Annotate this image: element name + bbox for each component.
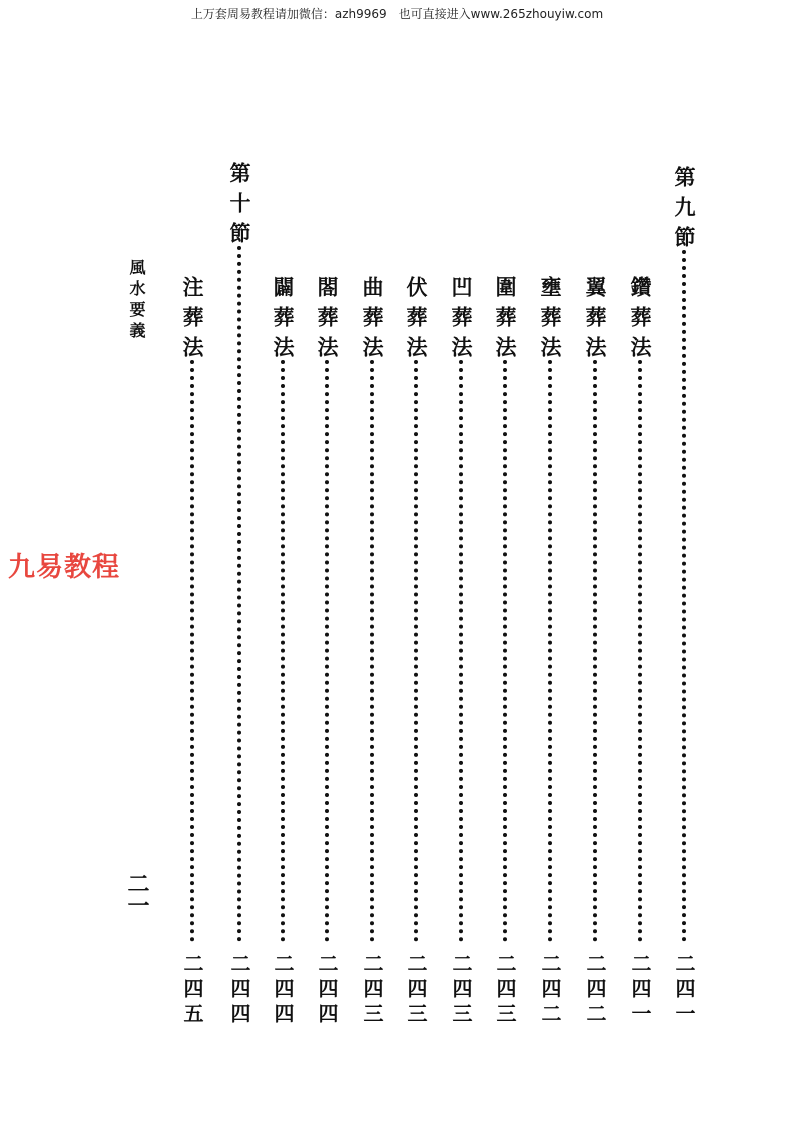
toc-entry-title: 閤葬法 bbox=[315, 276, 340, 366]
leader-dots bbox=[370, 360, 374, 942]
page-number: 二四一 bbox=[628, 953, 652, 1028]
leader-dots bbox=[548, 360, 552, 942]
section-title-9: 第九節 bbox=[672, 166, 697, 256]
toc-entry-title: 圍葬法 bbox=[493, 276, 518, 366]
page-number: 二四四 bbox=[271, 953, 295, 1028]
leader-dots bbox=[325, 360, 329, 942]
toc-entry-title: 凹葬法 bbox=[449, 276, 474, 366]
page-number: 二四二 bbox=[583, 953, 607, 1028]
page-number: 二四四 bbox=[227, 953, 251, 1028]
page-number: 二四四 bbox=[315, 953, 339, 1028]
leader-dots bbox=[237, 246, 241, 942]
toc-entry-title: 伏葬法 bbox=[404, 276, 429, 366]
leader-dots bbox=[682, 250, 686, 942]
leader-dots bbox=[593, 360, 597, 942]
page-number: 二四二 bbox=[538, 953, 562, 1028]
leader-dots bbox=[281, 360, 285, 942]
leader-dots bbox=[190, 360, 194, 942]
page-number: 二四五 bbox=[180, 953, 204, 1028]
leader-dots bbox=[638, 360, 642, 942]
page-number: 二四一 bbox=[672, 953, 696, 1028]
folio-number: 二一 bbox=[124, 872, 150, 916]
leader-dots bbox=[503, 360, 507, 942]
leader-dots bbox=[414, 360, 418, 942]
page-number: 二四三 bbox=[493, 953, 517, 1028]
toc-entry-title: 鑽葬法 bbox=[628, 276, 653, 366]
toc-entry-title: 闢葬法 bbox=[271, 276, 296, 366]
page-number: 二四三 bbox=[360, 953, 384, 1028]
toc-entry-title: 翼葬法 bbox=[583, 276, 608, 366]
page-header: 上万套周易教程请加微信：azh9969 也可直接进入www.265zhouyiw.com bbox=[190, 7, 604, 21]
section-title-10: 第十節 bbox=[227, 162, 252, 252]
toc-entry-title: 注葬法 bbox=[180, 276, 205, 366]
page-number: 二四三 bbox=[404, 953, 428, 1028]
book-title: 風水要義 bbox=[127, 259, 146, 343]
page-number: 二四三 bbox=[449, 953, 473, 1028]
toc-entry-title: 曲葬法 bbox=[360, 276, 385, 366]
watermark: 九易教程 bbox=[8, 552, 120, 583]
toc-entry-title: 壅葬法 bbox=[538, 276, 563, 366]
leader-dots bbox=[459, 360, 463, 942]
